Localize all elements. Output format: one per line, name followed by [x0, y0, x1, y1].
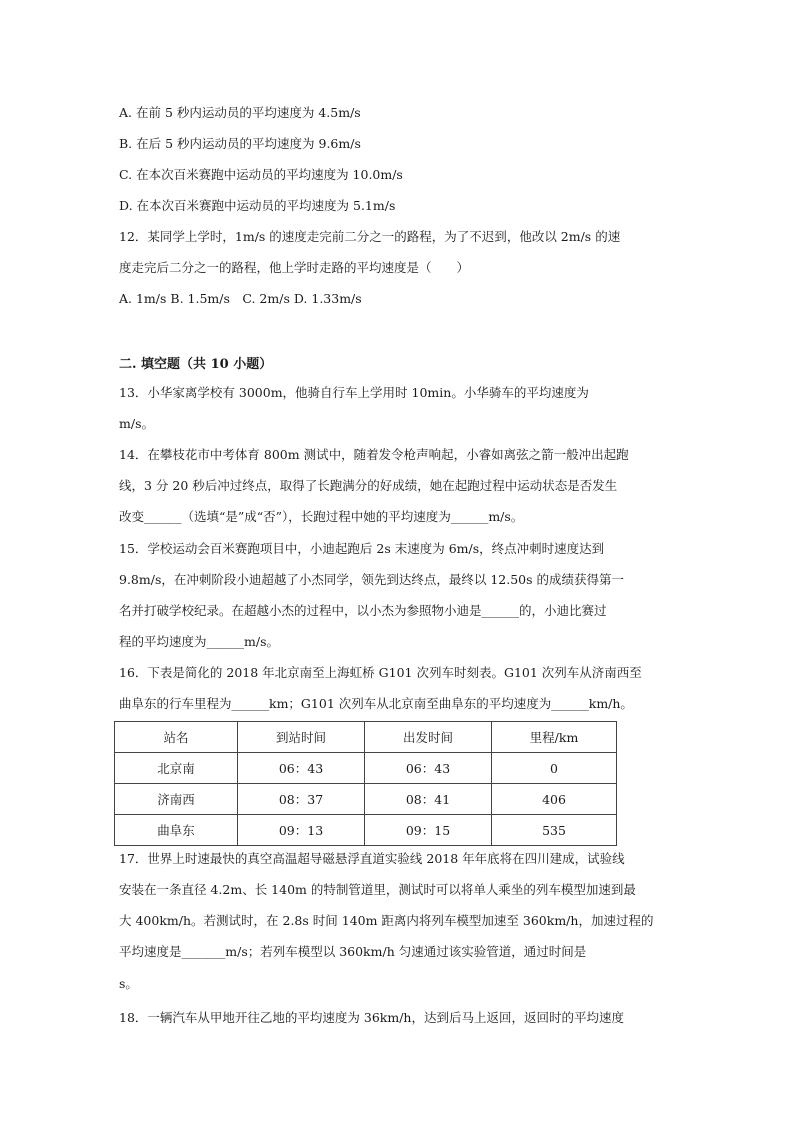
table-header: 里程/km: [492, 722, 617, 753]
table-cell: 0: [492, 753, 617, 784]
question-18-line1: 18．一辆汽车从甲地开往乙地的平均速度为 36km/h，达到后马上返回，返回时的平均速度: [119, 1010, 624, 1025]
table-header: 站名: [115, 722, 238, 753]
question-14-line3: 改变______（选填“是”成“否”），长跑过程中她的平均速度为______m/s。: [119, 509, 524, 524]
question-14-line2: 线，3 分 20 秒后冲过终点，取得了长跑满分的好成绩，她在起跑过程中运动状态是否发生: [119, 478, 618, 493]
question-16-line1: 16．下表是简化的 2018 年北京南至上海虹桥 G101 次列车时刻表。G101 次列车从济南西至: [119, 665, 642, 680]
table-cell: 06：43: [238, 753, 365, 784]
table-cell: 济南西: [115, 784, 238, 815]
question-15-line2: 9.8m/s，在冲刺阶段小迪超越了小杰同学，领先到达终点，最终以 12.50s 的成绩获得第一: [119, 572, 625, 587]
table-cell: 06：43: [365, 753, 492, 784]
question-12-options: A. 1m/s B. 1.5m/s C. 2m/s D. 1.33m/s: [119, 291, 362, 306]
table-cell: 08：41: [365, 784, 492, 815]
table-row: [115, 815, 617, 846]
option-b-q11: B. 在后 5 秒内运动员的平均速度为 9.6m/s: [119, 136, 361, 151]
question-15-line1: 15．学校运动会百米赛跑项目中，小迪起跑后 2s 末速度为 6m/s，终点冲刺时速度达到: [119, 541, 605, 556]
question-17-line4: 平均速度是_______m/s；若列车模型以 360km/h 匀速通过该实验管道，通过时间是: [119, 944, 587, 959]
question-15-line3: 名并打破学校纪录。在超越小杰的过程中，以小杰为参照物小迪是______的，小迪比赛过: [119, 603, 607, 618]
question-17-line3: 大 400km/h。若测试时，在 2.8s 时间 140m 距离内将列车模型加速至 360km/h，加速过程的: [119, 913, 654, 928]
table-row: [115, 784, 617, 815]
table-cell: 北京南: [115, 753, 238, 784]
table-header: 出发时间: [365, 722, 492, 753]
table-cell: 09：13: [238, 815, 365, 846]
table-cell: 535: [492, 815, 617, 846]
table-cell: 曲阜东: [115, 815, 238, 846]
table-cell: 09：15: [365, 815, 492, 846]
question-12-line1: 12．某同学上学时，1m/s 的速度走完前二分之一的路程，为了不迟到，他改以 2m/s 的速: [119, 229, 621, 244]
table-header-row: [115, 722, 617, 753]
table-cell: 08：37: [238, 784, 365, 815]
table-cell: 406: [492, 784, 617, 815]
train-timetable: [114, 721, 617, 846]
option-a-q11: A. 在前 5 秒内运动员的平均速度为 4.5m/s: [119, 105, 361, 120]
section-title: 二. 填空题（共 10 小题）: [119, 357, 273, 372]
table-row: [115, 753, 617, 784]
question-17-line1: 17．世界上时速最快的真空高温超导磁悬浮直道实验线 2018 年年底将在四川建成，试验线: [119, 851, 625, 866]
option-d-q11: D. 在本次百米赛跑中运动员的平均速度为 5.1m/s: [119, 198, 396, 213]
option-c-q11: C. 在本次百米赛跑中运动员的平均速度为 10.0m/s: [119, 167, 403, 182]
question-17-line5: s。: [119, 976, 138, 991]
question-17-line2: 安装在一条直径 4.2m、长 140m 的特制管道里，测试时可以将单人乘坐的列车模型加速到最: [119, 882, 636, 897]
question-16-line2: 曲阜东的行车里程为______km；G101 次列车从北京南至曲阜东的平均速度为______km/h。: [119, 696, 633, 711]
question-15-line4: 程的平均速度为______m/s。: [119, 634, 279, 649]
question-14-line1: 14．在攀枝花市中考体育 800m 测试中，随着发令枪声响起，小睿如离弦之箭一般冲出起跑: [119, 447, 629, 462]
table-header: 到站时间: [238, 722, 365, 753]
question-13-line2: m/s。: [119, 416, 154, 431]
question-12-line2: 度走完后二分之一的路程，他上学时走路的平均速度是（ ）: [119, 260, 470, 275]
question-13-line1: 13．小华家离学校有 3000m，他骑自行车上学用时 10min。小华骑车的平均速度为: [119, 385, 589, 400]
